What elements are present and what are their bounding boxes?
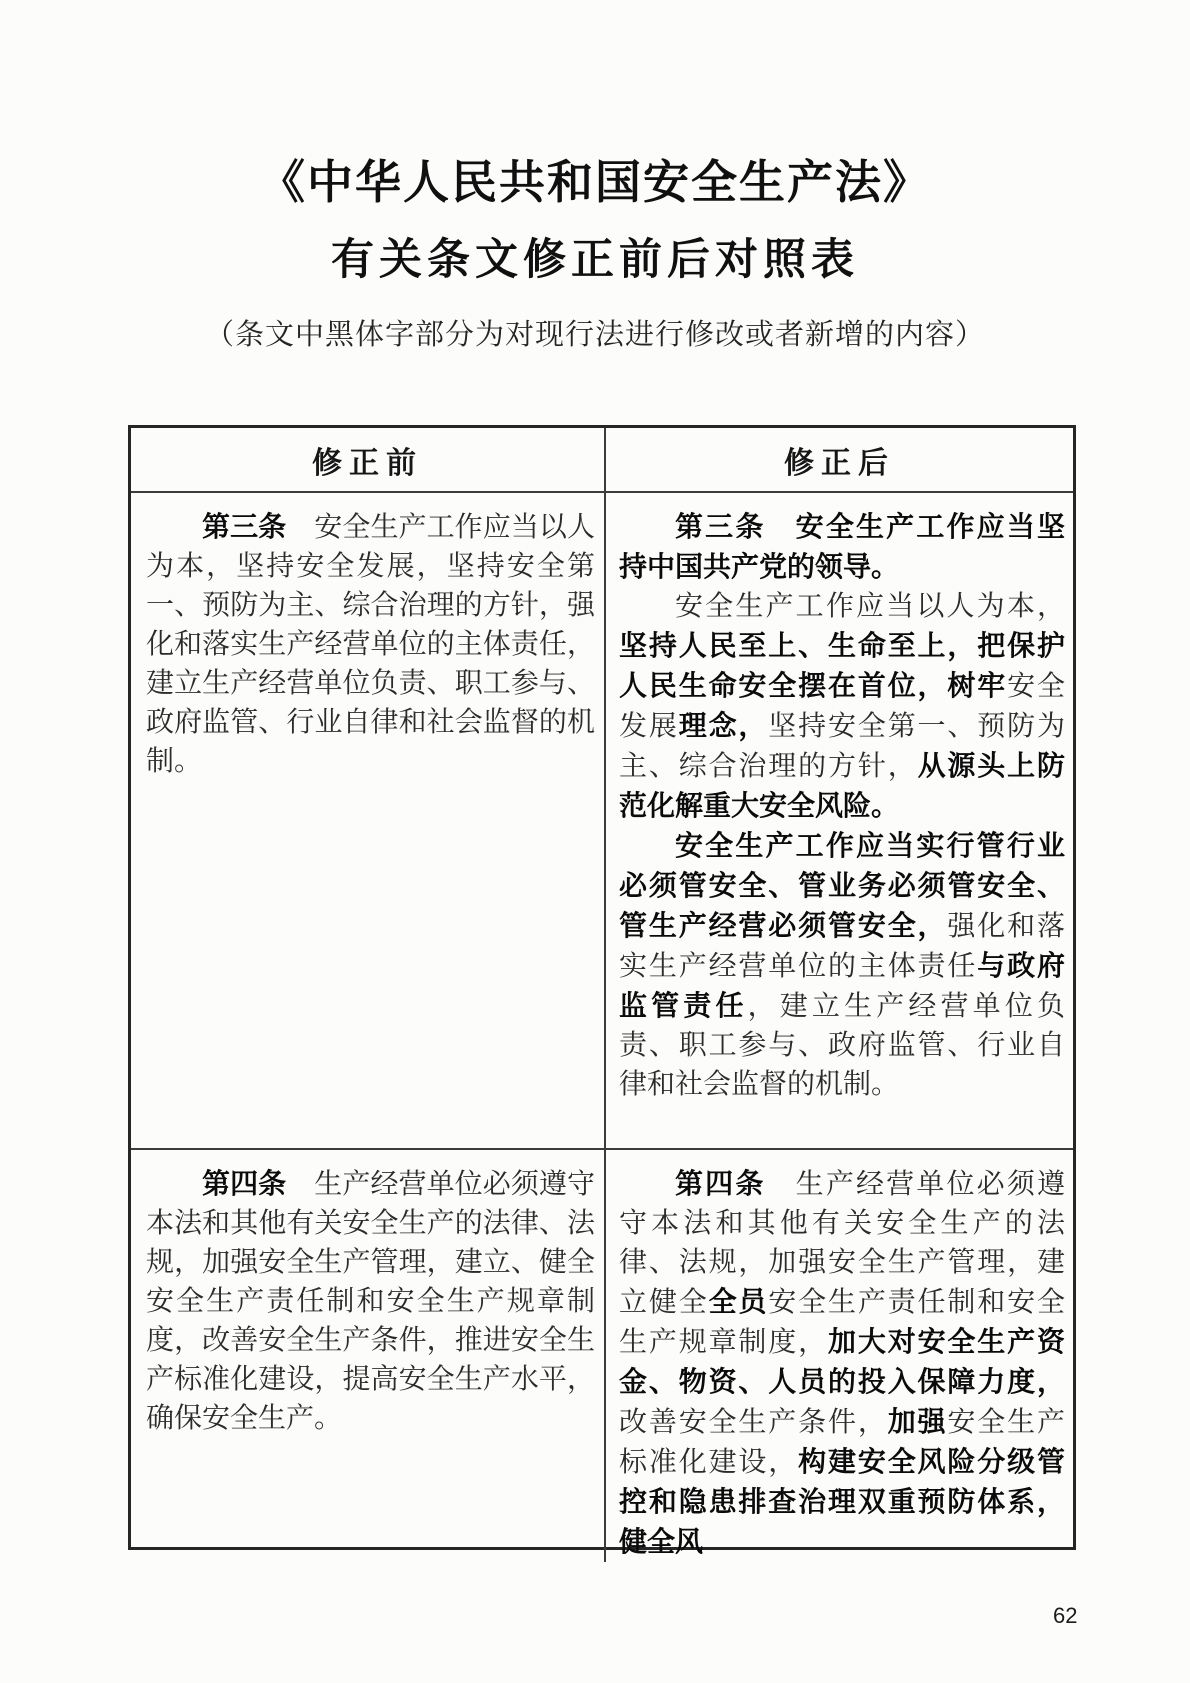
cell-article4-before — [131, 1150, 606, 1562]
paragraph: 第四条 生产经营单位必须遵守本法和其他有关安全生产的法律、法规，加强安全生产管理，建立健全全员安全生产责任制和安全生产规章制度，加大对安全生产资金、物资、人员的投入保障力度，改善安全生产条件，加强安全生产标准化建设，构建安全风险分级管控和隐患排查治理双重预防体系，健全风 — [619, 1168, 1065, 1557]
table-row-article-3 — [131, 493, 1073, 1150]
paragraph: 第三条 安全生产工作应当以人为本，坚持安全发展，坚持安全第一、预防为主、综合治理的方针，强化和落实生产经营单位的主体责任，建立生产经营单位负责、职工参与、政府监管、行业自律和社会监督的机制。 — [146, 511, 595, 777]
doc-title-line2: 有关条文修正前后对照表 — [331, 237, 859, 284]
cell-article4-after — [606, 1150, 1073, 1562]
page-number: 62 — [1053, 1603, 1078, 1628]
doc-title-line1: 《中华人民共和国安全生产法》 — [259, 157, 931, 208]
cell-article3-after — [606, 493, 1073, 1148]
comparison-table — [128, 425, 1076, 1557]
paragraph: 安全生产工作应当以人为本，坚持人民至上、生命至上，把保护人民生命安全摆在首位，树牢安全发展理念，坚持安全第一、预防为主、综合治理的方针，从源头上防范化解重大安全风险。 — [619, 591, 1065, 821]
table-row-article-4 — [131, 1150, 1073, 1562]
paragraph: 第四条 生产经营单位必须遵守本法和其他有关安全生产的法律、法规，加强安全生产管理，建立、健全安全生产责任制和安全生产规章制度，改善安全生产条件，推进安全生产标准化建设，提高安全生产水平，确保安全生产。 — [146, 1168, 595, 1434]
column-header-before: 修正前 — [131, 428, 606, 491]
doc-note: （条文中黑体字部分为对现行法进行修改或者新增的内容） — [204, 319, 985, 351]
cell-article3-before — [131, 493, 606, 1148]
table-header-row — [131, 428, 1073, 493]
paragraph: 安全生产工作应当实行管行业必须管安全、管业务必须管安全、管生产经营必须管安全，强化和落实生产经营单位的主体责任与政府监管责任，建立生产经营单位负责、职工参与、政府监管、行业自律和社会监督的机制。 — [619, 830, 1065, 1100]
column-header-after: 修正后 — [784, 446, 895, 480]
paragraph: 第三条 安全生产工作应当坚持中国共产党的领导。 — [619, 511, 1065, 582]
